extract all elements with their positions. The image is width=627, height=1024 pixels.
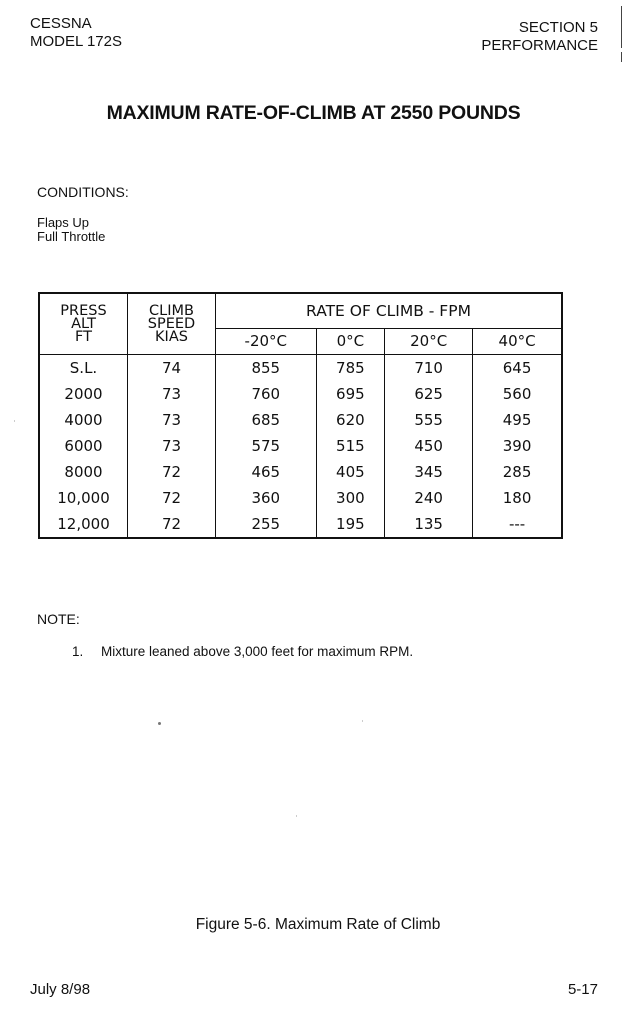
rate-cell: 695 xyxy=(316,381,385,407)
rate-cell: 240 xyxy=(385,485,473,511)
scan-speck xyxy=(158,722,161,725)
rate-cell: 555 xyxy=(385,407,473,433)
rate-cell: --- xyxy=(473,511,562,538)
temp-header: -20°C xyxy=(216,329,317,355)
rate-cell: 345 xyxy=(385,459,473,485)
rate-cell: 855 xyxy=(216,355,317,382)
rate-cell: 575 xyxy=(216,433,317,459)
rate-cell: 300 xyxy=(316,485,385,511)
rate-cell: 465 xyxy=(216,459,317,485)
alt-cell: 4000 xyxy=(39,407,128,433)
rate-cell: 285 xyxy=(473,459,562,485)
footer-date: July 8/98 xyxy=(30,981,91,998)
rate-cell: 390 xyxy=(473,433,562,459)
note-text: Mixture leaned above 3,000 feet for maximum RPM. xyxy=(101,644,414,659)
alt-cell: 12,000 xyxy=(39,511,128,538)
condition-item: Flaps Up xyxy=(37,215,90,230)
rate-cell: 645 xyxy=(473,355,562,382)
rate-cell: 685 xyxy=(216,407,317,433)
rate-cell: 515 xyxy=(316,433,385,459)
rate-of-climb-table xyxy=(38,292,563,539)
kias-cell: 73 xyxy=(128,381,216,407)
note-label: NOTE: xyxy=(37,611,80,627)
table-row xyxy=(39,459,562,485)
rate-cell: 620 xyxy=(316,407,385,433)
temp-header: 40°C xyxy=(473,329,562,355)
alt-cell: 6000 xyxy=(39,433,128,459)
table-row xyxy=(39,511,562,538)
kias-cell: 73 xyxy=(128,433,216,459)
table-row xyxy=(39,355,562,382)
table-row xyxy=(39,485,562,511)
header-right xyxy=(481,19,598,55)
alt-cell: 8000 xyxy=(39,459,128,485)
kias-cell: 72 xyxy=(128,511,216,538)
table-row xyxy=(39,433,562,459)
rate-cell: 360 xyxy=(216,485,317,511)
kias-cell: 72 xyxy=(128,485,216,511)
header-left xyxy=(30,15,122,51)
rate-cell: 255 xyxy=(216,511,317,538)
model: MODEL 172S xyxy=(30,33,122,50)
rate-cell: 760 xyxy=(216,381,317,407)
alt-cell: S.L. xyxy=(39,355,128,382)
rate-cell: 195 xyxy=(316,511,385,538)
scan-speck xyxy=(362,720,363,722)
alt-cell: 10,000 xyxy=(39,485,128,511)
rate-cell: 180 xyxy=(473,485,562,511)
manufacturer: CESSNA xyxy=(30,15,92,32)
rate-cell: 450 xyxy=(385,433,473,459)
press-alt-header: PRESS ALT FT xyxy=(39,293,128,355)
temp-header: 20°C xyxy=(385,329,473,355)
alt-cell: 2000 xyxy=(39,381,128,407)
figure-caption: Figure 5-6. Maximum Rate of Climb xyxy=(195,916,441,933)
page-edge-mark xyxy=(621,52,622,62)
rate-cell: 710 xyxy=(385,355,473,382)
table-row xyxy=(39,381,562,407)
rate-cell: 495 xyxy=(473,407,562,433)
rate-cell: 405 xyxy=(316,459,385,485)
rate-cell: 560 xyxy=(473,381,562,407)
kias-cell: 73 xyxy=(128,407,216,433)
rate-cell: 625 xyxy=(385,381,473,407)
kias-cell: 72 xyxy=(128,459,216,485)
section-number: SECTION 5 xyxy=(518,19,598,36)
condition-item: Full Throttle xyxy=(37,229,106,244)
table-row xyxy=(39,407,562,433)
section-name: PERFORMANCE xyxy=(481,37,598,54)
scan-speck xyxy=(14,420,15,422)
page-edge-mark xyxy=(621,6,622,48)
rate-cell: 135 xyxy=(385,511,473,538)
rate-cell: 785 xyxy=(316,355,385,382)
page-title: MAXIMUM RATE-OF-CLIMB AT 2550 POUNDS xyxy=(106,102,521,124)
rate-of-climb-header: RATE OF CLIMB - FPM xyxy=(216,293,563,329)
page-number: 5-17 xyxy=(567,981,598,998)
scan-speck xyxy=(296,815,297,817)
temp-header: 0°C xyxy=(316,329,385,355)
note-number: 1. xyxy=(72,644,84,659)
kias-cell: 74 xyxy=(128,355,216,382)
conditions-label: CONDITIONS: xyxy=(37,184,129,200)
climb-speed-header: CLIMB SPEED KIAS xyxy=(128,293,216,355)
